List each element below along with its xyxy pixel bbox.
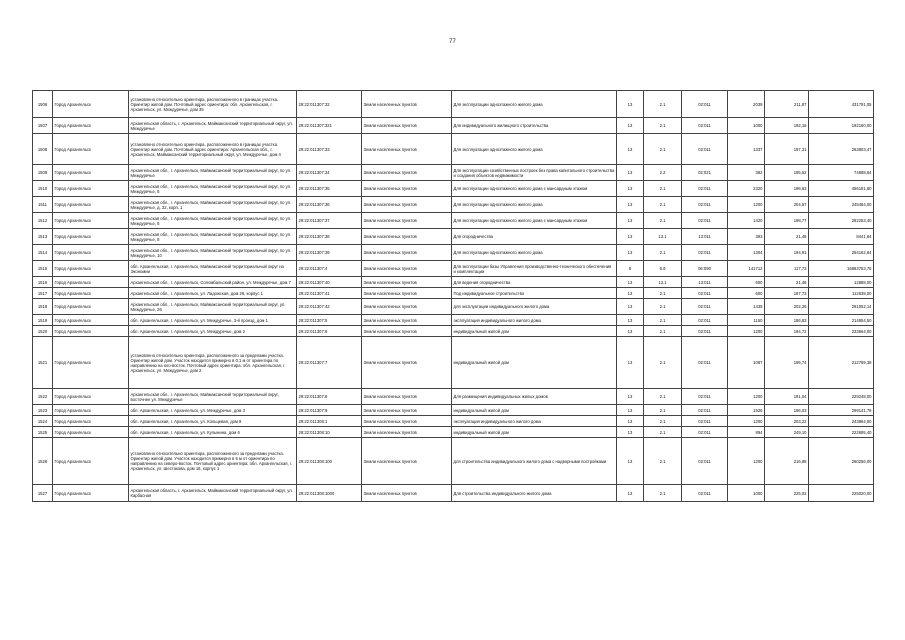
row-code-a: 13 <box>617 485 644 502</box>
row-locality: Город Архангельск <box>53 91 129 118</box>
row-specific-value: 186,83 <box>765 315 809 326</box>
row-land-category: Земли населенных пунктов <box>362 416 452 427</box>
row-code-b: 2.1 <box>644 438 682 485</box>
row-land-category: Земли населенных пунктов <box>362 197 452 213</box>
row-permitted-use: индивидуальный жилой дом <box>452 326 617 337</box>
row-code-c: 02:021 <box>682 165 728 181</box>
row-address: обл. Архангельская, г. Архангельск, ул. Междуречье, дом 2 <box>129 326 297 337</box>
row-cadastral-value: 282253,40 <box>809 213 874 229</box>
table-row <box>33 91 874 118</box>
row-code-c: 02:011 <box>682 416 728 427</box>
row-cadastral-value: 112638,00 <box>809 288 874 299</box>
row-area: 600 <box>728 288 765 299</box>
row-locality: Город Архангельск <box>53 288 129 299</box>
row-cadastral-number: 29:22:011307:321 <box>297 118 362 134</box>
row-locality: Город Архангельск <box>53 229 129 245</box>
row-number: 1518 <box>33 299 53 315</box>
row-code-b: 2.1 <box>644 389 682 405</box>
row-land-category: Земли населенных пунктов <box>362 245 452 261</box>
row-code-a: 13 <box>617 91 644 118</box>
land-registry-table <box>32 90 874 502</box>
row-permitted-use: Для индивидуального жилищного строительства <box>452 118 617 134</box>
row-locality: Город Архангельск <box>53 118 129 134</box>
row-land-category: Земли населенных пунктов <box>362 405 452 416</box>
row-code-a: 13 <box>617 427 644 438</box>
row-code-a: 13 <box>617 299 644 315</box>
row-permitted-use: Для эксплуатации одноэтажного жилого дома с мансардным этажом <box>452 181 617 197</box>
table-row <box>33 288 874 299</box>
row-code-a: 13 <box>617 245 644 261</box>
row-permitted-use: Под индивидуальное строительство <box>452 288 617 299</box>
row-area: 2320 <box>728 181 765 197</box>
row-code-b: 2.1 <box>644 288 682 299</box>
row-cadastral-number: 29:22:011308:1 <box>297 416 362 427</box>
row-cadastral-value: 233664,00 <box>809 326 874 337</box>
table-body <box>33 91 874 502</box>
row-address: обл. Архангельская, г. Архангельск, ул. Кольцевая, дом 9 <box>129 416 297 427</box>
row-specific-value: 192,16 <box>765 118 809 134</box>
row-number: 1523 <box>33 405 53 416</box>
row-code-a: 13 <box>617 213 644 229</box>
row-permitted-use: эксплуатация индивидуального жилого дома <box>452 416 617 427</box>
row-cadastral-number: 29:22:011307:36 <box>297 197 362 213</box>
row-code-a: 13 <box>617 118 644 134</box>
row-specific-value: 249,10 <box>765 427 809 438</box>
row-cadastral-value: 192160,00 <box>809 118 874 134</box>
row-permitted-use: Для огородничества <box>452 229 617 245</box>
row-code-a: 13 <box>617 277 644 288</box>
row-address: обл. Архангельская, г. Архангельск, ул. Междуречье, дом 3 <box>129 405 297 416</box>
row-address: Архангельская обл., г. Архангельск, Маймаксанский территориальный округ, по ул. Междуречье, 6 <box>129 181 297 197</box>
row-permitted-use: Для эксплуатации одноэтажного жилого дома <box>452 245 617 261</box>
row-code-c: 02:011 <box>682 389 728 405</box>
row-code-b: 2.2 <box>644 165 682 181</box>
row-specific-value: 195,52 <box>765 165 809 181</box>
row-number: 1522 <box>33 389 53 405</box>
row-cadastral-value: 291052,14 <box>809 299 874 315</box>
row-cadastral-value: 16683753,76 <box>809 261 874 277</box>
row-code-c: 02:011 <box>682 213 728 229</box>
row-area: 1150 <box>728 315 765 326</box>
row-address: Архангельская обл., г. Архангельск, ул. Ладожская, дом 26, корпус 1 <box>129 288 297 299</box>
row-cadastral-value: 12888,00 <box>809 277 874 288</box>
row-number: 1510 <box>33 181 53 197</box>
row-locality: Город Архангельск <box>53 416 129 427</box>
row-number: 1509 <box>33 165 53 181</box>
row-permitted-use: индивидуальный жилой дом <box>452 337 617 389</box>
row-area: 894 <box>728 427 765 438</box>
row-land-category: Земли населенных пунктов <box>362 165 452 181</box>
row-code-c: 02:011 <box>682 405 728 416</box>
row-cadastral-value: 263803,47 <box>809 134 874 165</box>
row-land-category: Земли населенных пунктов <box>362 299 452 315</box>
row-locality: Город Архангельск <box>53 389 129 405</box>
row-code-b: 2.1 <box>644 337 682 389</box>
row-number: 1506 <box>33 91 53 118</box>
row-cadastral-value: 245484,00 <box>809 197 874 213</box>
row-address: обл. Архангельская, г. Архангельск, Маймаксанский территориальный округ на Экономии <box>129 261 297 277</box>
table-row <box>33 405 874 416</box>
row-code-a: 13 <box>617 229 644 245</box>
row-permitted-use: для эксплуатации индивидуального жилого дома <box>452 299 617 315</box>
row-cadastral-number: 29:22:011307:4 <box>297 261 362 277</box>
row-land-category: Земли населенных пунктов <box>362 427 452 438</box>
row-specific-value: 21,48 <box>765 229 809 245</box>
row-specific-value: 203,22 <box>765 416 809 427</box>
row-land-category: Земли населенных пунктов <box>362 389 452 405</box>
table-row <box>33 326 874 337</box>
row-code-a: 13 <box>617 416 644 427</box>
row-land-category: Земли населенных пунктов <box>362 438 452 485</box>
row-locality: Город Архангельск <box>53 315 129 326</box>
row-area: 1200 <box>728 197 765 213</box>
row-code-c: 02:011 <box>682 337 728 389</box>
row-address: Архангельская обл., г. Архангельск, Маймаксанский территориальный округ, восточнее ул. Междуречье <box>129 389 297 405</box>
row-address: установлено относительно ориентира, расположенного в границах участка. Ориентир жилой дом. Почтовый адрес ориентира: обл. Архангельская, г. Архангельск, ул. Междуречье, дом 35 <box>129 91 297 118</box>
row-permitted-use: Для эксплуатации одноэтажного жилого дома с мансардным этажом <box>452 213 617 229</box>
table-row <box>33 261 874 277</box>
row-cadastral-number: 29:22:011308:100 <box>297 438 362 485</box>
row-cadastral-number: 29:22:011307:7 <box>297 337 362 389</box>
row-code-c: 02:011 <box>682 315 728 326</box>
row-address: установлено относительно ориентира, расположенного за пределами участка. Ориентир жилой дом. Участок находится примерно в 5 м от ориентира по направлению на северо-восток. Почтовый адрес ориентира: обл. Архангельская, г. Архангельск, ул. Шестакова, дом 16, корпус 1 <box>129 438 297 485</box>
table-row <box>33 245 874 261</box>
row-land-category: Земли населенных пунктов <box>362 315 452 326</box>
table-row <box>33 134 874 165</box>
row-land-category: Земли населенных пунктов <box>362 118 452 134</box>
row-code-b: 13.1 <box>644 229 682 245</box>
table-row <box>33 277 874 288</box>
row-cadastral-number: 29:22:011307:9 <box>297 405 362 416</box>
table-row <box>33 181 874 197</box>
row-code-b: 2.1 <box>644 299 682 315</box>
row-number: 1526 <box>33 438 53 485</box>
row-land-category: Земли населенных пунктов <box>362 213 452 229</box>
row-specific-value: 194,72 <box>765 326 809 337</box>
row-locality: Город Архангельск <box>53 181 129 197</box>
row-area: 600 <box>728 277 765 288</box>
row-cadastral-value: 254162,64 <box>809 245 874 261</box>
row-specific-value: 194,91 <box>765 245 809 261</box>
row-code-c: 02:011 <box>682 118 728 134</box>
row-locality: Город Архангельск <box>53 299 129 315</box>
row-code-b: 2.1 <box>644 197 682 213</box>
row-cadastral-number: 29:22:011307:42 <box>297 299 362 315</box>
row-number: 1516 <box>33 277 53 288</box>
row-cadastral-value: 260256,00 <box>809 438 874 485</box>
table-row <box>33 299 874 315</box>
row-land-category: Земли населенных пунктов <box>362 485 452 502</box>
row-land-category: Земли населенных пунктов <box>362 181 452 197</box>
row-cadastral-number: 29:22:011307:40 <box>297 277 362 288</box>
row-code-a: 13 <box>617 315 644 326</box>
row-address: Архангельская область, г. Архангельск, Маймаксанский территориальный округ, ул. Карбасная <box>129 485 297 502</box>
row-code-a: 13 <box>617 197 644 213</box>
row-cadastral-value: 299141,78 <box>809 405 874 416</box>
row-locality: Город Архангельск <box>53 165 129 181</box>
row-cadastral-value: 431791,05 <box>809 91 874 118</box>
row-number: 1520 <box>33 326 53 337</box>
row-code-c: 02:011 <box>682 245 728 261</box>
row-land-category: Земли населенных пунктов <box>362 288 452 299</box>
row-cadastral-value: 243864,00 <box>809 416 874 427</box>
row-number: 1515 <box>33 261 53 277</box>
row-permitted-use: для строительства индивидуального жилого дома с надворными постройками <box>452 438 617 485</box>
row-code-a: 6 <box>617 261 644 277</box>
row-specific-value: 196,03 <box>765 405 809 416</box>
row-specific-value: 117,73 <box>765 261 809 277</box>
row-permitted-use: Для эксплуатации одноэтажного жилого дома <box>452 197 617 213</box>
row-number: 1513 <box>33 229 53 245</box>
row-cadastral-number: 29:22:011307:32 <box>297 91 362 118</box>
row-specific-value: 225,02 <box>765 485 809 502</box>
table-row <box>33 416 874 427</box>
row-number: 1527 <box>33 485 53 502</box>
row-specific-value: 216,88 <box>765 438 809 485</box>
row-code-c: 02:011 <box>682 326 728 337</box>
row-cadastral-value: 74688,64 <box>809 165 874 181</box>
row-code-b: 6.9 <box>644 261 682 277</box>
table-row <box>33 438 874 485</box>
row-code-c: 02:011 <box>682 197 728 213</box>
row-area: 1087 <box>728 337 765 389</box>
row-area: 1337 <box>728 134 765 165</box>
row-permitted-use: индивидуальный жилой дом <box>452 427 617 438</box>
table-row <box>33 315 874 326</box>
table-row <box>33 229 874 245</box>
row-land-category: Земли населенных пунктов <box>362 337 452 389</box>
row-area: 1304 <box>728 245 765 261</box>
row-code-c: 02:011 <box>682 181 728 197</box>
row-address: установлено относительно ориентира, расположенного в границах участка. Ориентир жилой дом. Почтовый адрес ориентира: Архангельская обл., г. Архангельск, Маймаксанский территориальный округ, ул. Междуречье, дом 4 <box>129 134 297 165</box>
row-specific-value: 187,73 <box>765 288 809 299</box>
row-code-a: 13 <box>617 405 644 416</box>
row-address: Архангельская обл., г. Архангельск, Соломбальский район, ул. Междуречье, дом 7 <box>129 277 297 288</box>
table-row <box>33 197 874 213</box>
row-address: Архангельская обл., г. Архангельск, Маймаксанский территориальный округ, ул. Междуречье, 26 <box>129 299 297 315</box>
row-locality: Город Архангельск <box>53 405 129 416</box>
row-locality: Город Архангельск <box>53 197 129 213</box>
row-code-b: 2.1 <box>644 427 682 438</box>
table-row <box>33 427 874 438</box>
row-code-b: 2.1 <box>644 245 682 261</box>
row-number: 1519 <box>33 315 53 326</box>
row-specific-value: 21,48 <box>765 277 809 288</box>
row-code-b: 2.1 <box>644 181 682 197</box>
row-cadastral-number: 29:22:011307:37 <box>297 213 362 229</box>
table-row <box>33 118 874 134</box>
row-area: 1526 <box>728 405 765 416</box>
row-area: 1200 <box>728 438 765 485</box>
row-locality: Город Архангельск <box>53 427 129 438</box>
row-cadastral-value: 225020,00 <box>809 485 874 502</box>
row-cadastral-value: 214854,50 <box>809 315 874 326</box>
row-code-b: 13.1 <box>644 277 682 288</box>
row-area: 1420 <box>728 213 765 229</box>
row-number: 1507 <box>33 118 53 134</box>
row-permitted-use: Для эксплуатации одноэтажного жилого дома <box>452 91 617 118</box>
row-code-c: 06:090 <box>682 261 728 277</box>
row-code-b: 2.1 <box>644 405 682 416</box>
row-cadastral-number: 29:22:011307:34 <box>297 165 362 181</box>
row-number: 1512 <box>33 213 53 229</box>
table-row <box>33 165 874 181</box>
row-cadastral-number: 29:22:011308:10 <box>297 427 362 438</box>
row-permitted-use: Для эксплуатации базы Управления производственно-технического обеспечения и комплектации <box>452 261 617 277</box>
row-locality: Город Архангельск <box>53 326 129 337</box>
row-locality: Город Архангельск <box>53 438 129 485</box>
row-code-b: 2.1 <box>644 326 682 337</box>
row-address: установлено относительно ориентира, расположенного за пределами участка. Ориентир жилой дом. Участок находится примерно в 0,1 м от ориентира по направлению на юго-восток. Почтовый адрес ориентира: обл. Архангельская, г. Архангельск, ул. Междуречье, дом 2 <box>129 337 297 389</box>
row-specific-value: 202,26 <box>765 299 809 315</box>
row-code-b: 2.1 <box>644 416 682 427</box>
row-area: 2039 <box>728 91 765 118</box>
table-row <box>33 337 874 389</box>
row-code-c: 02:011 <box>682 299 728 315</box>
row-code-a: 13 <box>617 337 644 389</box>
row-address: обл. Архангельская, г. Архангельск, ул. Междуречье, 3-й проезд, дом 1 <box>129 315 297 326</box>
row-code-a: 13 <box>617 438 644 485</box>
row-code-c: 02:011 <box>682 91 728 118</box>
row-land-category: Земли населенных пунктов <box>362 91 452 118</box>
row-locality: Город Архангельск <box>53 134 129 165</box>
row-code-b: 2.1 <box>644 485 682 502</box>
row-number: 1508 <box>33 134 53 165</box>
row-cadastral-number: 29:22:011308:1000 <box>297 485 362 502</box>
row-land-category: Земли населенных пунктов <box>362 277 452 288</box>
row-address: Архангельская область, г. Архангельск, Маймаксанский территориальный округ, ул. Междуречье <box>129 118 297 134</box>
row-address: Архангельская обл., г. Архангельск, Маймаксанский территориальный округ, по ул. Междуречье, д. 32, корп. 1 <box>129 197 297 213</box>
row-address: Архангельская обл., г. Архангельск, Маймаксанский территориальный округ, по ул. Междуречье, 6 <box>129 213 297 229</box>
table-row <box>33 213 874 229</box>
row-number: 1514 <box>33 245 53 261</box>
row-locality: Город Архангельск <box>53 261 129 277</box>
row-cadastral-number: 29:22:011307:41 <box>297 288 362 299</box>
row-specific-value: 198,77 <box>765 213 809 229</box>
row-permitted-use: Для размещения индивидуальных жилых домов <box>452 389 617 405</box>
row-land-category: Земли населенных пунктов <box>362 261 452 277</box>
row-cadastral-number: 29:22:011307:8 <box>297 389 362 405</box>
row-area: 1200 <box>728 416 765 427</box>
row-code-b: 2.1 <box>644 134 682 165</box>
row-area: 1200 <box>728 326 765 337</box>
row-specific-value: 211,87 <box>765 91 809 118</box>
row-locality: Город Архангельск <box>53 245 129 261</box>
row-cadastral-value: 8441,64 <box>809 229 874 245</box>
row-code-b: 2.1 <box>644 213 682 229</box>
row-land-category: Земли населенных пунктов <box>362 229 452 245</box>
row-specific-value: 196,63 <box>765 181 809 197</box>
row-number: 1524 <box>33 416 53 427</box>
row-code-c: 02:011 <box>682 134 728 165</box>
row-specific-value: 191,04 <box>765 389 809 405</box>
row-cadastral-number: 29:22:011307:39 <box>297 245 362 261</box>
row-code-c: 02:011 <box>682 427 728 438</box>
row-code-b: 2.1 <box>644 118 682 134</box>
row-cadastral-value: 456181,60 <box>809 181 874 197</box>
row-code-b: 2.1 <box>644 315 682 326</box>
row-land-category: Земли населенных пунктов <box>362 134 452 165</box>
row-area: 1200 <box>728 389 765 405</box>
row-number: 1511 <box>33 197 53 213</box>
table-row <box>33 389 874 405</box>
row-cadastral-value: 229248,00 <box>809 389 874 405</box>
row-permitted-use: Для эксплуатации хозяйственных построек без права капитального строительства и создания объектов недвижимости <box>452 165 617 181</box>
row-cadastral-number: 29:22:011307:35 <box>297 181 362 197</box>
row-code-c: 02:011 <box>682 485 728 502</box>
row-area: 1439 <box>728 299 765 315</box>
row-cadastral-value: 212769,38 <box>809 337 874 389</box>
row-locality: Город Архангельск <box>53 213 129 229</box>
row-permitted-use: эксплуатация индивидуального жилого дома <box>452 315 617 326</box>
row-code-c: 02:011 <box>682 438 728 485</box>
page-number: 77 <box>449 39 456 45</box>
row-code-b: 2.1 <box>644 91 682 118</box>
row-specific-value: 204,57 <box>765 197 809 213</box>
row-area: 141712 <box>728 261 765 277</box>
row-cadastral-number: 29:22:011307:33 <box>297 134 362 165</box>
row-code-a: 13 <box>617 181 644 197</box>
row-specific-value: 195,74 <box>765 337 809 389</box>
row-permitted-use: Для ведения огородничества <box>452 277 617 288</box>
row-cadastral-number: 29:22:011307:38 <box>297 229 362 245</box>
row-code-a: 13 <box>617 389 644 405</box>
row-code-c: 13:011 <box>682 277 728 288</box>
row-number: 1521 <box>33 337 53 389</box>
row-area: 382 <box>728 165 765 181</box>
row-address: обл. Архангельская, г. Архангельск, ул. Кулынина, дом 6 <box>129 427 297 438</box>
row-area: 1000 <box>728 485 765 502</box>
row-code-c: 13:011 <box>682 229 728 245</box>
row-locality: Город Архангельск <box>53 277 129 288</box>
row-area: 393 <box>728 229 765 245</box>
row-land-category: Земли населенных пунктов <box>362 326 452 337</box>
row-code-a: 13 <box>617 165 644 181</box>
row-code-a: 13 <box>617 288 644 299</box>
row-address: Архангельская обл., г. Архангельск, Маймаксанский территориальный округ, по ул. Междуречье, 10 <box>129 245 297 261</box>
row-address: Архангельская обл., г. Архангельск, Маймаксанский территориальный округ, по ул. Междуречье <box>129 165 297 181</box>
table-row <box>33 485 874 502</box>
row-permitted-use: индивидуальный жилой дом <box>452 405 617 416</box>
row-cadastral-value: 222695,40 <box>809 427 874 438</box>
row-permitted-use: Для эксплуатации одноэтажного жилого дома <box>452 134 617 165</box>
row-code-a: 13 <box>617 134 644 165</box>
row-locality: Город Архангельск <box>53 485 129 502</box>
row-code-c: 02:011 <box>682 288 728 299</box>
row-specific-value: 197,31 <box>765 134 809 165</box>
row-permitted-use: Для строительства индивидуального жилого дома <box>452 485 617 502</box>
row-number: 1525 <box>33 427 53 438</box>
row-area: 1000 <box>728 118 765 134</box>
row-code-a: 13 <box>617 326 644 337</box>
row-address: Архангельская обл., г. Архангельск, Маймаксанский территориальный округ, по ул. Междуречье, 8 <box>129 229 297 245</box>
row-cadastral-number: 29:22:011307:5 <box>297 315 362 326</box>
row-cadastral-number: 29:22:011307:6 <box>297 326 362 337</box>
row-locality: Город Архангельск <box>53 337 129 389</box>
row-number: 1517 <box>33 288 53 299</box>
